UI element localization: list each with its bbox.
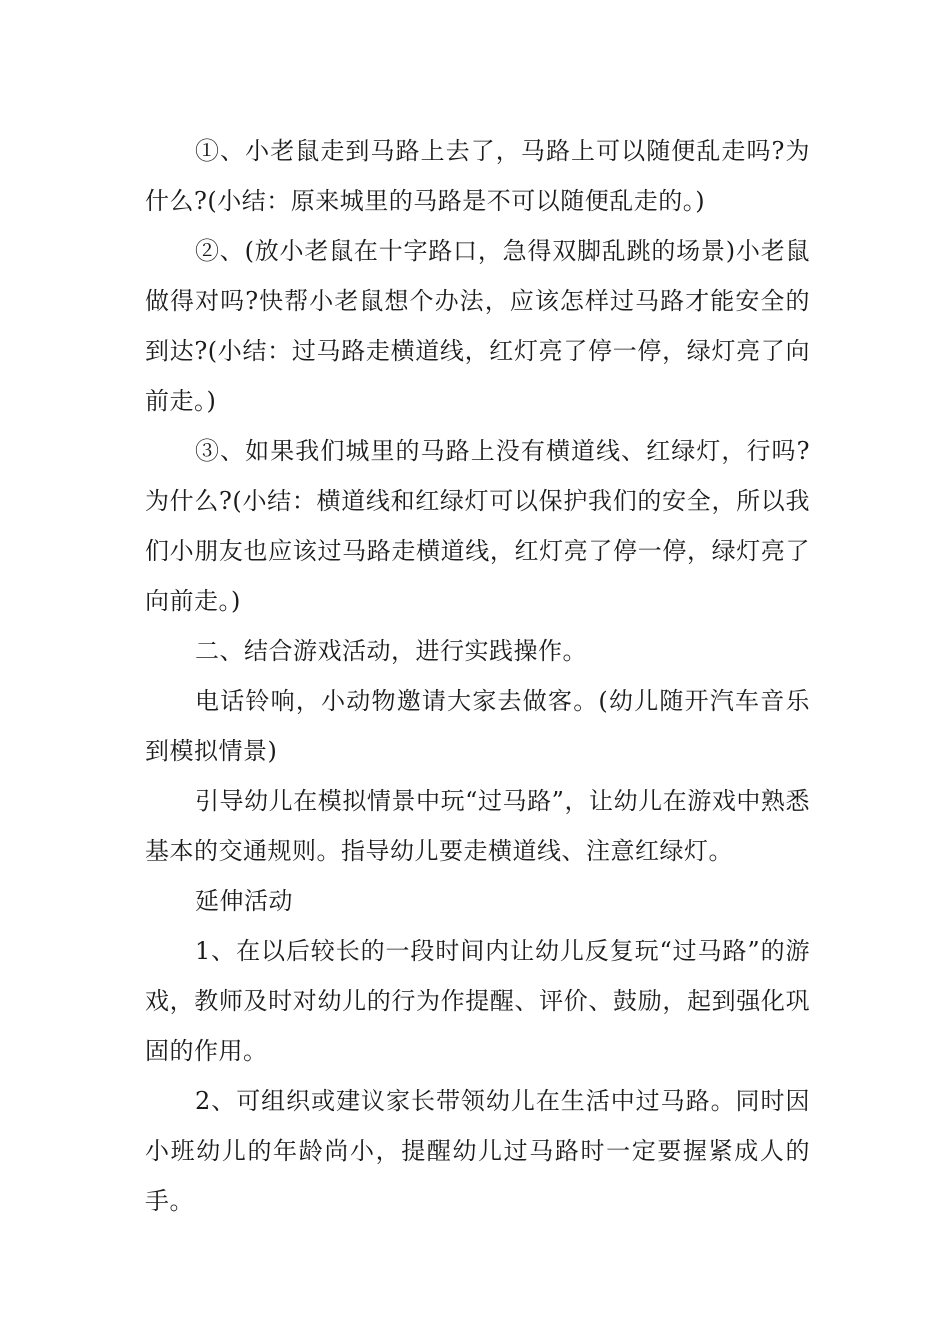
paragraph-guide-children: 引导幼儿在模拟情景中玩“过马路”，让幼儿在游戏中熟悉基本的交通规则。指导幼儿要走横道线、注意红绿灯。 [145, 787, 810, 865]
paragraph-crossroad-scene: ②、(放小老鼠在十字路口，急得双脚乱跳的场景)小老鼠做得对吗?快帮小老鼠想个办法，应该怎样过马路才能安全的到达?(小结：过马路走横道线，红灯亮了停一停，绿灯亮了向前走。) [145, 237, 810, 415]
paragraph-phone-rings: 电话铃响，小动物邀请大家去做客。(幼儿随开汽车音乐到模拟情景) [145, 687, 810, 765]
document-body [145, 126, 810, 1226]
section-heading-game-practice: 二、结合游戏活动，进行实践操作。 [195, 637, 587, 665]
paragraph-extension-1: 1、在以后较长的一段时间内让幼儿反复玩“过马路”的游戏，教师及时对幼儿的行为作提醒、评价、鼓励，起到强化巩固的作用。 [145, 937, 810, 1065]
paragraph-no-crosswalk: ③、如果我们城里的马路上没有横道线、红绿灯，行吗?为什么?(小结：横道线和红绿灯可以保护我们的安全，所以我们小朋友也应该过马路走横道线，红灯亮了停一停，绿灯亮了向前走。) [145, 437, 810, 615]
paragraph-extension-2: 2、可组织或建议家长带领幼儿在生活中过马路。同时因小班幼儿的年龄尚小，提醒幼儿过马路时一定要握紧成人的手。 [145, 1087, 810, 1215]
paragraph-mouse-on-road: ①、小老鼠走到马路上去了，马路上可以随便乱走吗?为什么?(小结：原来城里的马路是不可以随便乱走的。) [145, 137, 810, 215]
section-heading-extension: 延伸活动 [195, 887, 293, 915]
